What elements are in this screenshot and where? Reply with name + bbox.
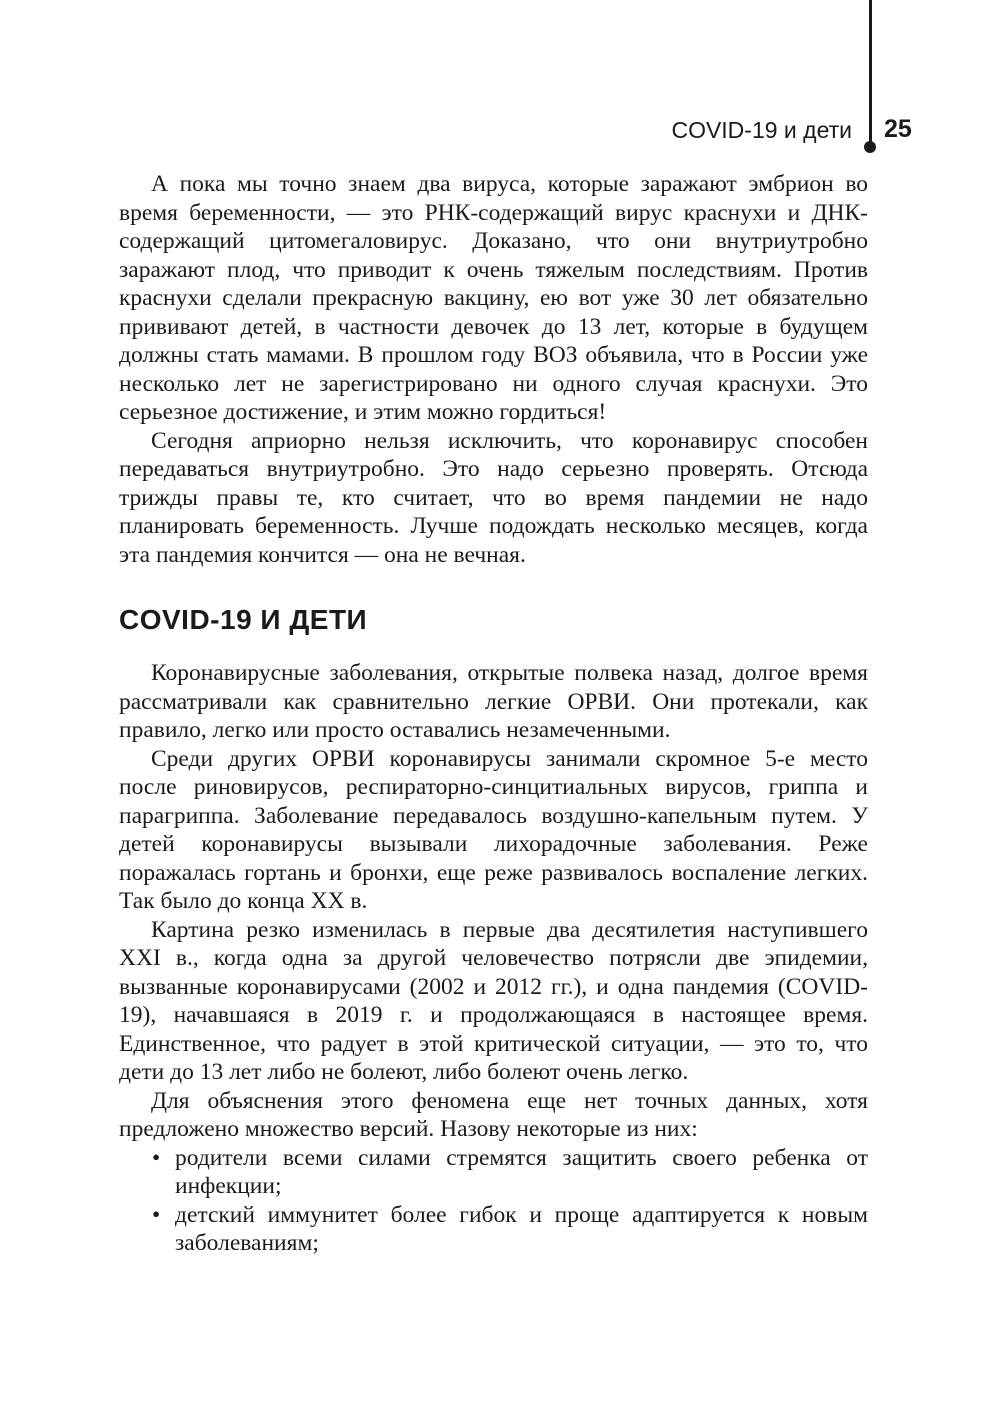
- paragraph: Сегодня априорно нельзя исключить, что коронавирус способен передаваться внутриутробно. Это надо серьезно проверять. Отсюда трижды правы те, кто считает, что во время пандемии не надо планировать беременность. Лучше подождать несколько месяцев, когда эта пандемия кончится — она не вечная.: [119, 427, 868, 568]
- paragraph: Картина резко изменилась в первые два десятилетия наступившего XXI в., когда одна за другой человечество потрясли две эпидемии, вызванные коронавирусами (2002 и 2012 гг.), и одна пандемия (COVID-19), начавшаяся в 2019 г. и продолжающаяся в настоящее время. Единственное, что радует в этой критической ситуации, — это то, что дети до 13 лет либо не болеют, либо болеют очень легко.: [119, 916, 868, 1085]
- header-vertical-rule: [869, 0, 872, 146]
- bullet-icon: •: [152, 1201, 161, 1228]
- list-item: [119, 1201, 868, 1258]
- section-body: [119, 659, 868, 1258]
- paragraph: Среди других ОРВИ коронавирусы занимали скромное 5-е место после риновирусов, респираторно-синцитиальных вирусов, гриппа и парагриппа. Заболевание передавалось воздушно-капельным путем. У детей коронавирусы вызывали лихорадочные заболевания. Реже поражалась гортань и бронхи, еще реже развивалось воспаление легких. Так было до конца XX в.: [119, 745, 868, 914]
- page-number: 25: [884, 115, 912, 143]
- paragraph: Для объяснения этого феномена еще нет точных данных, хотя предложено множество версий. Назову некоторые из них:: [119, 1087, 868, 1142]
- running-title: COVID-19 и дети: [671, 117, 852, 143]
- bullet-icon: •: [152, 1144, 161, 1171]
- list-item-text: родители всеми силами стремятся защитить своего ребенка от инфекции;: [175, 1144, 868, 1199]
- list-item: [119, 1144, 868, 1201]
- list-item-text: детский иммунитет более гибок и проще адаптируется к новым заболеваниям;: [175, 1201, 868, 1256]
- header-rule-dot: [864, 141, 876, 153]
- intro-text: [119, 170, 868, 569]
- section-heading: COVID-19 И ДЕТИ: [119, 604, 368, 635]
- paragraph: Коронавирусные заболевания, открытые полвека назад, долгое время рассматривали как сравнительно легкие ОРВИ. Они протекали, как правило, легко или просто оставались незамеченными.: [119, 660, 868, 743]
- bullet-list: [119, 1144, 868, 1258]
- paragraph: А пока мы точно знаем два вируса, которые заражают эмбрион во время беременности, — это РНК-содержащий вирус краснухи и ДНК-содержащий цитомегаловирус. Доказано, что они внутриутробно заражают плод, что приводит к очень тяжелым последствиям. Против краснухи сделали прекрасную вакцину, ею вот уже 30 лет обязательно прививают детей, в частности девочек до 13 лет, которые в будущем должны стать мамами. В прошлом году ВОЗ объявила, что в России уже несколько лет не зарегистрировано ни одного случая краснухи. Это серьезное достижение, и этим можно гордиться!: [119, 171, 868, 425]
